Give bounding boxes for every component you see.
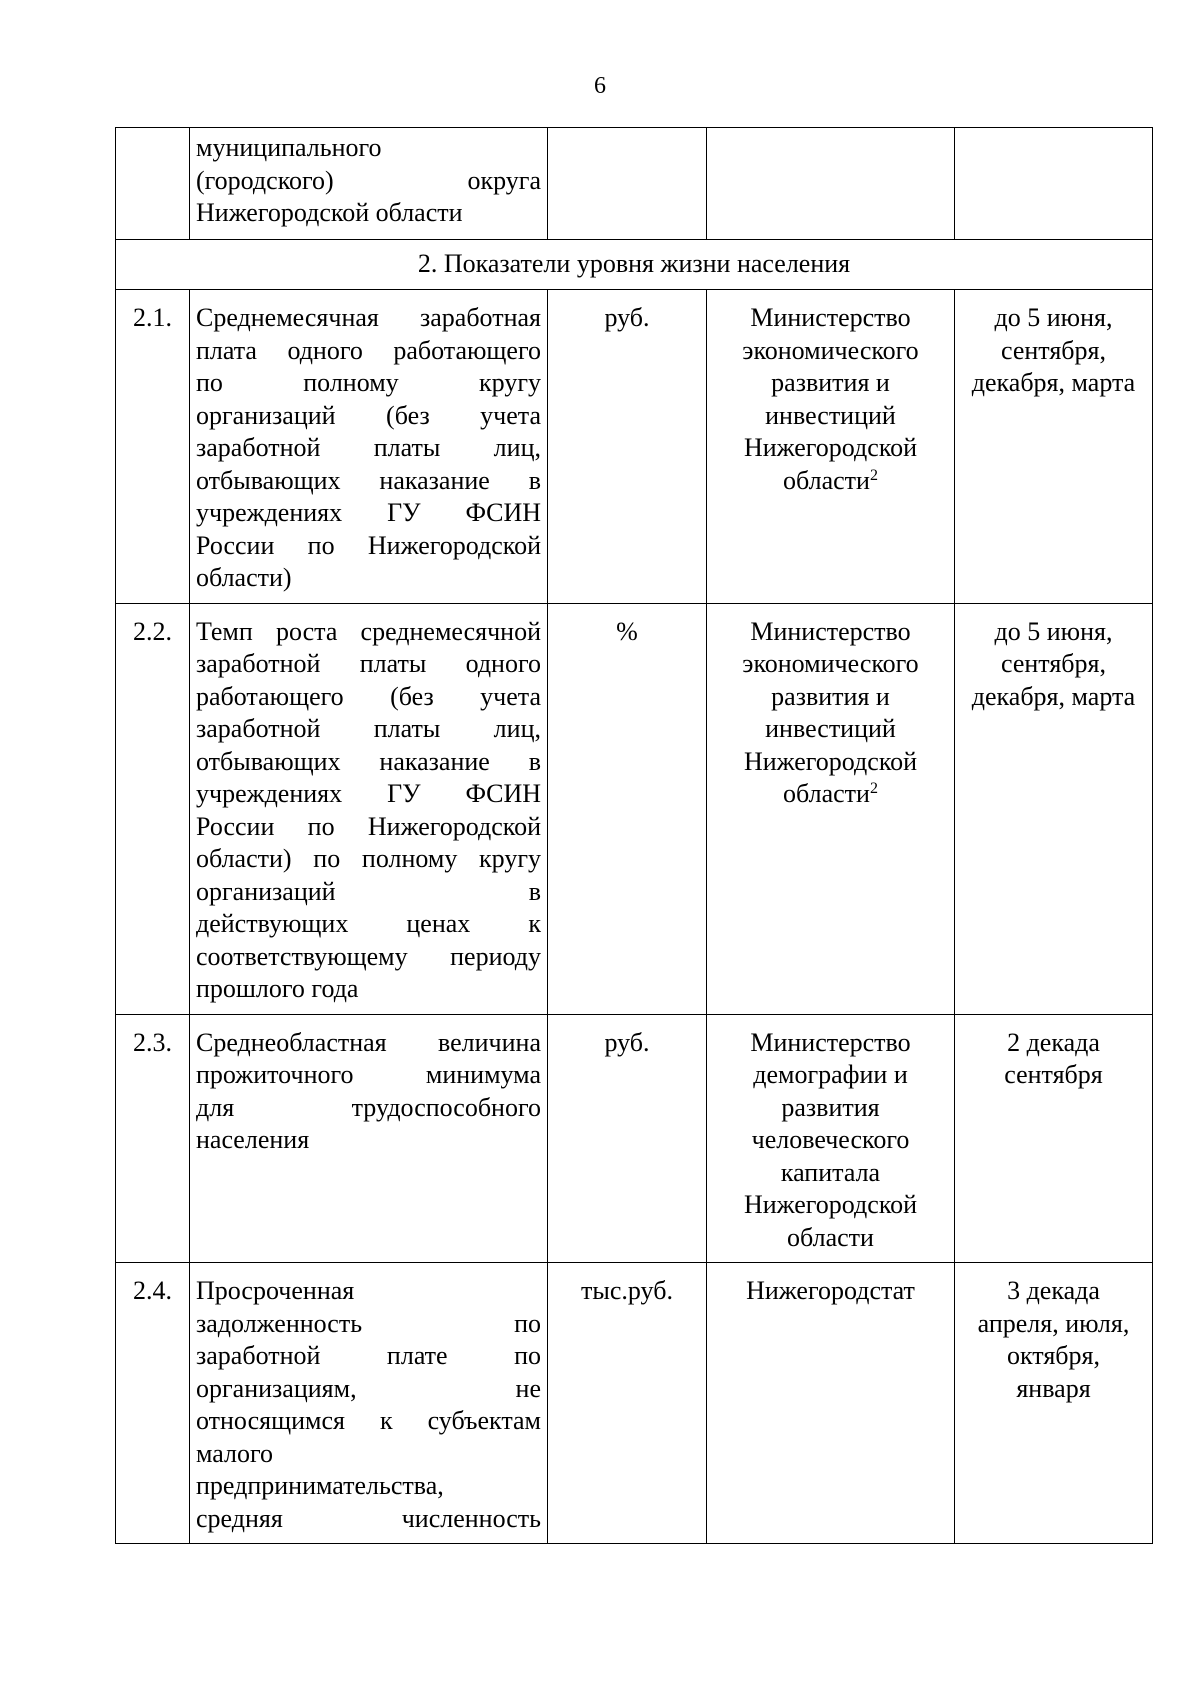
name-line: организаций (без учета bbox=[196, 400, 541, 430]
deadline-line: до 5 июня, bbox=[994, 303, 1113, 332]
cell-unit bbox=[548, 128, 707, 240]
footnote-mark: 2 bbox=[869, 780, 878, 797]
source-line: Министерство bbox=[750, 1027, 911, 1057]
name-line: Темп роста среднемесячной bbox=[196, 616, 541, 646]
page-number: 6 bbox=[594, 73, 606, 99]
row-number: 2.4. bbox=[116, 1263, 190, 1544]
name-line: прожиточного минимума bbox=[196, 1060, 541, 1089]
row-number: 2.3. bbox=[116, 1014, 190, 1263]
source-line: Нижегородской bbox=[743, 433, 918, 462]
name-line: муниципального bbox=[196, 133, 382, 162]
name-line: Просроченная bbox=[196, 1276, 355, 1305]
source-line-last bbox=[713, 778, 948, 811]
deadline-line: 2 декада bbox=[1007, 1027, 1100, 1057]
source-line: развития и bbox=[771, 368, 890, 397]
source-line: Министерство bbox=[750, 303, 911, 332]
name-line: предпринимательства, bbox=[196, 1471, 444, 1500]
deadline-line: до 5 июня, bbox=[994, 616, 1113, 646]
footnote-mark: 2 bbox=[869, 466, 878, 484]
name-line: области) bbox=[196, 563, 292, 592]
deadline-line: сентября, bbox=[1001, 335, 1106, 365]
name-line: организаций в bbox=[196, 876, 541, 906]
name-line: работающего (без учета bbox=[196, 681, 541, 711]
name-line: Нижегородской области bbox=[196, 198, 463, 227]
row-number: 2.2. bbox=[116, 603, 190, 1014]
table-row bbox=[116, 290, 1153, 604]
indicator-name bbox=[190, 1263, 548, 1544]
source-line: развития bbox=[781, 1092, 880, 1122]
cell-source bbox=[707, 128, 955, 240]
indicator-name bbox=[190, 603, 548, 1014]
unit-cell: руб. bbox=[548, 290, 707, 604]
unit-cell: % bbox=[548, 603, 707, 1014]
cell-num bbox=[116, 128, 190, 240]
name-line: России по Нижегородской bbox=[196, 811, 541, 841]
source-line: развития и bbox=[771, 681, 890, 711]
cell-deadline bbox=[955, 128, 1153, 240]
name-line: соответствующему периоду bbox=[196, 941, 541, 971]
deadline-line: декабря, марта bbox=[971, 368, 1136, 397]
cell-name bbox=[190, 128, 548, 240]
source-line: экономического bbox=[742, 335, 919, 365]
name-line: учреждениях ГУ ФСИН bbox=[196, 498, 541, 527]
name-line: прошлого года bbox=[196, 974, 359, 1003]
indicator-name bbox=[190, 290, 548, 604]
name-line: действующих ценах к bbox=[196, 909, 541, 938]
source-cell bbox=[707, 290, 955, 604]
table-row bbox=[116, 1014, 1153, 1263]
deadline-line: января bbox=[1016, 1373, 1091, 1403]
name-line: для трудоспособного bbox=[196, 1092, 541, 1122]
name-line: относящимся к субъектам bbox=[196, 1406, 541, 1435]
indicators-table bbox=[115, 127, 1153, 1544]
source-line: области bbox=[787, 1222, 874, 1252]
unit-cell: тыс.руб. bbox=[548, 1263, 707, 1544]
name-line: задолженность по bbox=[196, 1308, 541, 1338]
source-line: Нижегородской bbox=[743, 746, 918, 776]
unit-cell: руб. bbox=[548, 1014, 707, 1263]
table-row-continuation bbox=[116, 128, 1153, 240]
table-row bbox=[116, 1263, 1153, 1544]
table-row bbox=[116, 603, 1153, 1014]
indicator-name bbox=[190, 1014, 548, 1263]
deadline-line: октября, bbox=[1007, 1341, 1100, 1370]
name-line: малого bbox=[196, 1438, 274, 1468]
source-line: области bbox=[783, 465, 870, 495]
deadline-line: апреля, июля, bbox=[977, 1308, 1130, 1338]
source-cell bbox=[707, 1014, 955, 1263]
source-line: демографии и bbox=[753, 1060, 908, 1089]
name-line: заработной платы лиц, bbox=[196, 433, 541, 462]
section-title: 2. Показатели уровня жизни населения bbox=[116, 240, 1153, 290]
name-line: Среднемесячная заработная bbox=[196, 303, 541, 332]
name-line: (городского) округа bbox=[196, 165, 541, 195]
name-line: заработной платы одного bbox=[196, 649, 541, 678]
deadline-line: сентября, bbox=[1001, 649, 1106, 678]
source-line: экономического bbox=[742, 649, 919, 678]
name-line: плата одного работающего bbox=[196, 335, 541, 365]
name-line: населения bbox=[196, 1125, 310, 1154]
source-cell bbox=[707, 603, 955, 1014]
section-header-row bbox=[116, 240, 1153, 290]
name-line: по полному кругу bbox=[196, 368, 541, 397]
name-line: отбывающих наказание в bbox=[196, 465, 541, 495]
name-line: области) по полному кругу bbox=[196, 844, 541, 873]
name-line: Среднеобластная величина bbox=[196, 1027, 541, 1057]
deadline-line: сентября bbox=[1004, 1060, 1103, 1089]
deadline-line: 3 декада bbox=[1007, 1276, 1100, 1305]
deadline-cell bbox=[955, 1263, 1153, 1544]
deadline-line: декабря, марта bbox=[971, 681, 1136, 711]
deadline-cell bbox=[955, 1014, 1153, 1263]
deadline-cell bbox=[955, 603, 1153, 1014]
deadline-cell bbox=[955, 290, 1153, 604]
source-line-last bbox=[713, 465, 948, 498]
source-line: капитала bbox=[780, 1157, 881, 1187]
source-line: инвестиций bbox=[765, 714, 896, 743]
source-line: области bbox=[783, 779, 870, 808]
source-line: человеческого bbox=[751, 1125, 910, 1154]
source-line: инвестиций bbox=[765, 400, 896, 430]
name-line: средняя численность bbox=[196, 1503, 541, 1533]
name-line: заработной платы лиц, bbox=[196, 714, 541, 743]
name-line: заработной плате по bbox=[196, 1341, 541, 1370]
name-line: отбывающих наказание в bbox=[196, 746, 541, 776]
source-cell bbox=[707, 1263, 955, 1544]
name-line: России по Нижегородской bbox=[196, 530, 541, 560]
name-line: учреждениях ГУ ФСИН bbox=[196, 779, 541, 808]
name-line: организациям, не bbox=[196, 1373, 541, 1403]
source-line: Нижегородстат bbox=[746, 1276, 915, 1305]
source-line: Министерство bbox=[750, 616, 911, 646]
source-line: Нижегородской bbox=[743, 1190, 918, 1219]
row-number: 2.1. bbox=[116, 290, 190, 604]
